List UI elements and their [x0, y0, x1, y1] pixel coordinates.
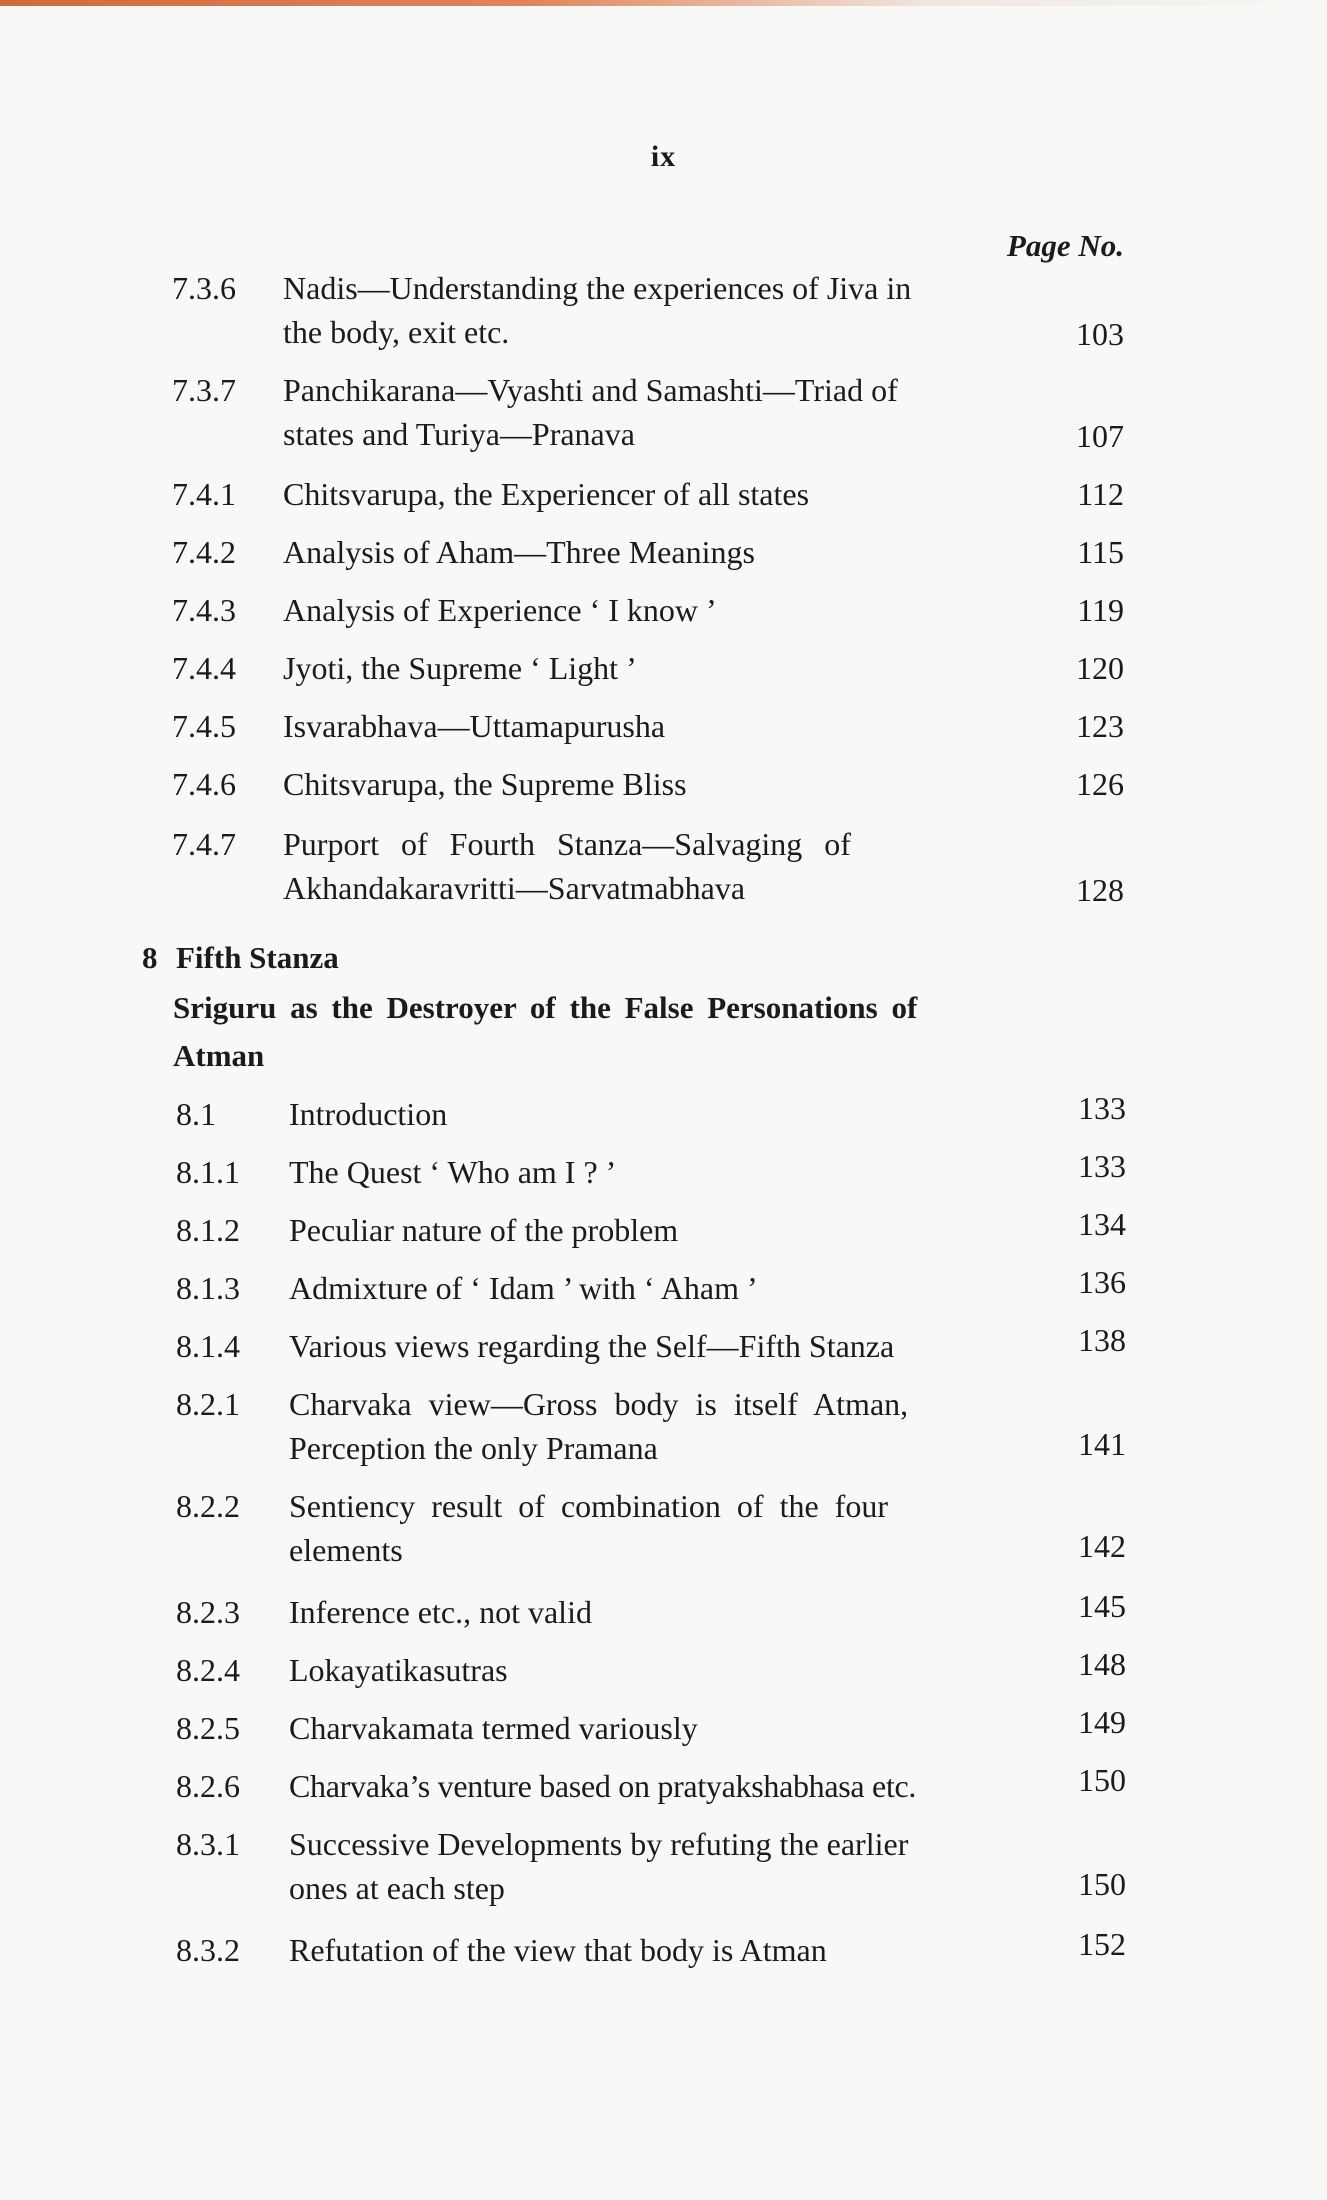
- chapter-heading: [142, 936, 339, 980]
- entry-page: 133: [1078, 1148, 1126, 1184]
- entry-page: 107: [1076, 418, 1124, 454]
- entry-title: Analysis of Aham—Three Meanings: [283, 534, 755, 570]
- entry-title: Jyoti, the Supreme ‘ Light ’: [283, 650, 637, 686]
- entry-number: 8.1.4: [176, 1328, 240, 1364]
- entry-number: 8.2.3: [176, 1594, 240, 1630]
- entry-number: 7.4.5: [172, 708, 236, 744]
- entry-title-line: Nadis—Understanding the experiences of Jiva in: [283, 270, 912, 306]
- entry-number: 8.2.5: [176, 1710, 240, 1746]
- entry-title: Charvakamata termed variously: [289, 1710, 698, 1746]
- entry-page: 136: [1078, 1264, 1126, 1300]
- entry-page: 138: [1078, 1322, 1126, 1358]
- entry-title-line: Perception the only Pramana: [289, 1430, 658, 1466]
- entry-title: Inference etc., not valid: [289, 1594, 592, 1630]
- entry-title: [283, 368, 1043, 456]
- chapter-subtitle-line: Atman: [173, 1038, 265, 1073]
- entry-title-line: Akhandakaravritti—Sarvatmabhava: [283, 870, 746, 906]
- entry-page: 142: [1078, 1528, 1126, 1564]
- entry-number: 7.4.2: [172, 534, 236, 570]
- toc-entry: [176, 1382, 1126, 1470]
- page-top-edge: [0, 0, 1327, 6]
- entry-number: 7.4.7: [172, 826, 236, 862]
- entry-number: 8.1: [176, 1096, 216, 1132]
- toc-entry: [172, 266, 1124, 354]
- entry-title: Isvarabhava—Uttamapurusha: [283, 708, 666, 744]
- entry-number: 8.3.2: [176, 1932, 240, 1968]
- entry-title: [283, 822, 1043, 910]
- entry-page: 120: [1076, 650, 1124, 686]
- entry-page: 119: [1077, 592, 1124, 628]
- entry-number: 7.4.3: [172, 592, 236, 628]
- entry-title: Analysis of Experience ‘ I know ’: [283, 592, 717, 628]
- entry-page: 149: [1078, 1704, 1126, 1740]
- entry-title-line: Charvaka view—Gross body is itself Atman,: [289, 1386, 909, 1422]
- entry-page: 145: [1078, 1588, 1126, 1624]
- entry-title: Admixture of ‘ Idam ’ with ‘ Aham ’: [289, 1270, 758, 1306]
- entry-number: 7.4.4: [172, 650, 236, 686]
- entry-title: Chitsvarupa, the Experiencer of all states: [283, 476, 810, 512]
- entry-page: 141: [1078, 1426, 1126, 1462]
- entry-number: 7.3.7: [172, 372, 236, 408]
- entry-number: 7.4.6: [172, 766, 236, 802]
- entry-page: 103: [1076, 316, 1124, 352]
- entry-number: 8.2.4: [176, 1652, 240, 1688]
- chapter-subtitle-line: Sriguru as the Destroyer of the False Personations of: [173, 990, 918, 1025]
- entry-title-line: states and Turiya—Pranava: [283, 416, 635, 452]
- entry-number: 8.2.6: [176, 1768, 240, 1804]
- entry-title: Charvaka’s venture based on pratyakshabhasa etc.: [289, 1768, 917, 1804]
- entry-number: 8.2.2: [176, 1488, 240, 1524]
- entry-page: 150: [1078, 1762, 1126, 1798]
- entry-title: Introduction: [289, 1096, 448, 1132]
- entry-title: The Quest ‘ Who am I ? ’: [289, 1154, 617, 1190]
- entry-title: Peculiar nature of the problem: [289, 1212, 679, 1248]
- entry-title-line: elements: [289, 1532, 403, 1568]
- entry-page: 115: [1077, 534, 1124, 570]
- entry-number: 8.1.1: [176, 1154, 240, 1190]
- page-number: ix: [650, 140, 677, 173]
- entry-title: Various views regarding the Self—Fifth Stanza: [289, 1328, 895, 1364]
- entry-number: 8.1.2: [176, 1212, 240, 1248]
- entry-page: 123: [1076, 708, 1124, 744]
- entry-number: 7.4.1: [172, 476, 236, 512]
- entry-number: 8.3.1: [176, 1826, 240, 1862]
- chapter-subtitle: [173, 984, 1043, 1080]
- entry-number: 7.3.6: [172, 270, 236, 306]
- entry-title: Chitsvarupa, the Supreme Bliss: [283, 766, 687, 802]
- entry-title-line: Sentiency result of combination of the four: [289, 1488, 888, 1524]
- entry-page: 112: [1077, 476, 1124, 512]
- entry-title-line: Successive Developments by refuting the earlier: [289, 1826, 909, 1862]
- column-header-page-no: Page No.: [1006, 228, 1124, 263]
- entry-number: 8.1.3: [176, 1270, 240, 1306]
- entry-page: 128: [1076, 872, 1124, 908]
- chapter-title: Fifth Stanza: [176, 940, 339, 975]
- entry-page: 126: [1076, 766, 1124, 802]
- entry-title-line: Panchikarana—Vyashti and Samashti—Triad of: [283, 372, 898, 408]
- toc-entry: [172, 822, 1124, 910]
- entry-title: Lokayatikasutras: [289, 1652, 508, 1688]
- toc-entry: [172, 368, 1124, 456]
- entry-page: 150: [1078, 1866, 1126, 1902]
- entry-page: 133: [1078, 1090, 1126, 1126]
- entry-page: 152: [1078, 1926, 1126, 1962]
- entry-title-line: the body, exit etc.: [283, 314, 510, 350]
- entry-title: [289, 1382, 1059, 1470]
- entry-title-line: Purport of Fourth Stanza—Salvaging of: [283, 826, 851, 862]
- toc-entry: [176, 1822, 1126, 1910]
- entry-page: 148: [1078, 1646, 1126, 1682]
- entry-title: [283, 266, 1043, 354]
- entry-title: [289, 1822, 1059, 1910]
- entry-title: [289, 1484, 1059, 1572]
- entry-title-line: ones at each step: [289, 1870, 505, 1906]
- chapter-number: 8: [142, 940, 158, 975]
- entry-page: 134: [1078, 1206, 1126, 1242]
- toc-entry: [176, 1484, 1126, 1572]
- entry-number: 8.2.1: [176, 1386, 240, 1422]
- entry-title: Refutation of the view that body is Atman: [289, 1932, 827, 1968]
